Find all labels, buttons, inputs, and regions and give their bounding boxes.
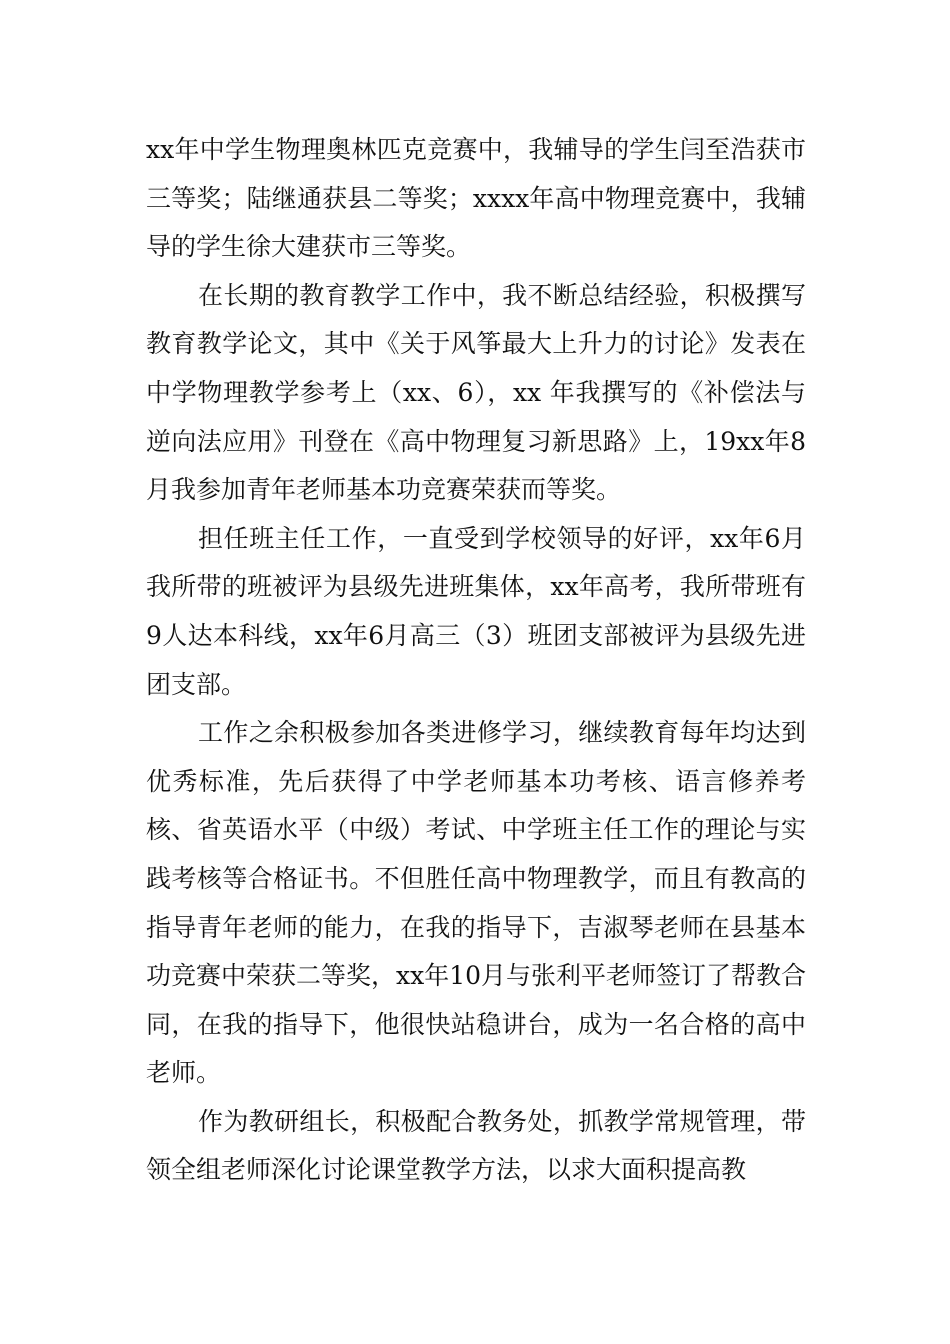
paragraph-competition-awards: xx年中学生物理奥林匹克竞赛中，我辅导的学生闫至浩获市三等奖；陆继通获县二等奖；xxxx年高中物理竞赛中，我辅导的学生徐大建获市三等奖。 [146, 135, 806, 262]
paragraph-class-teacher-work: 担任班主任工作，一直受到学校领导的好评，xx年6月我所带的班被评为县级先进班集体，xx年高考，我所带班有9人达本科线，xx年6月高三（3）班团支部被评为县级先进团支部。 [146, 523, 806, 699]
paragraph-published-papers: 在长期的教育教学工作中，我不断总结经验，积极撰写教育教学论文，其中《关于风筝最大上升力的讨论》发表在中学物理教学参考上（xx、6），xx 年我撰写的《补偿法与逆向法应用》刊登在《高中物理复习新思路》上，19xx年8月我参加青年老师基本功竞赛荣获而等奖。 [146, 280, 806, 505]
paragraph-teaching-research: 作为教研组长，积极配合教务处，抓教学常规管理，带领全组老师深化讨论课堂教学方法，以求大面积提高教 [146, 1106, 806, 1185]
paragraph-further-study: 工作之余积极参加各类进修学习，继续教育每年均达到优秀标准，先后获得了中学老师基本功考核、语言修养考核、省英语水平（中级）考试、中学班主任工作的理论与实践考核等合格证书。不但胜任高中物理教学，而且有教高的指导青年老师的能力，在我的指导下，吉淑琴老师在县基本功竞赛中荣获二等奖，xx年10月与张利平老师签订了帮教合同，在我的指导下，他很快站稳讲台，成为一名合格的高中老师。 [146, 718, 807, 1088]
document-body [146, 126, 806, 1195]
